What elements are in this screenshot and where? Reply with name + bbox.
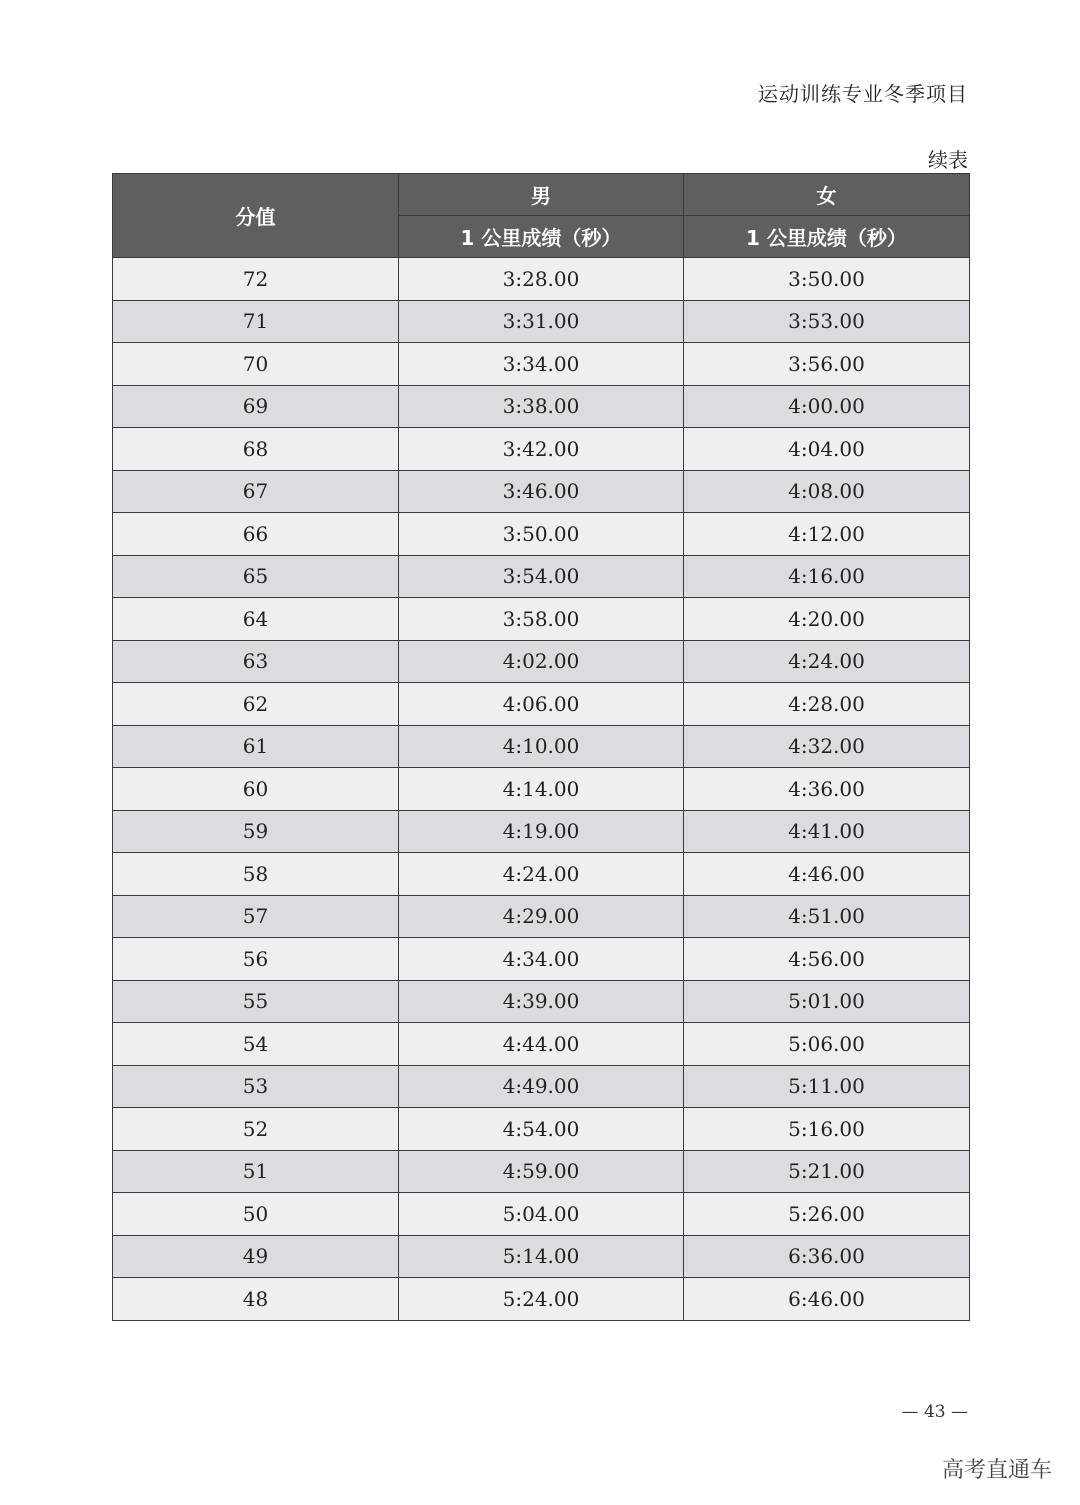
table-row	[113, 895, 970, 938]
score-cell: 64	[113, 598, 399, 641]
female-time-cell: 5:16.00	[684, 1108, 970, 1151]
table-row	[113, 938, 970, 981]
table-row	[113, 555, 970, 598]
table-row	[113, 853, 970, 896]
female-time-cell: 4:56.00	[684, 938, 970, 981]
female-column-header: 女	[684, 174, 970, 216]
male-time-cell: 3:28.00	[399, 258, 684, 301]
female-time-cell: 4:32.00	[684, 725, 970, 768]
female-time-cell: 4:04.00	[684, 428, 970, 471]
male-time-cell: 4:10.00	[399, 725, 684, 768]
table-row	[113, 1150, 970, 1193]
female-subheader: 1 公里成绩（秒）	[684, 216, 970, 258]
male-time-cell: 4:14.00	[399, 768, 684, 811]
male-time-cell: 3:31.00	[399, 300, 684, 343]
table-row	[113, 768, 970, 811]
male-time-cell: 4:49.00	[399, 1065, 684, 1108]
score-cell: 67	[113, 470, 399, 513]
female-time-cell: 3:50.00	[684, 258, 970, 301]
female-time-cell: 3:53.00	[684, 300, 970, 343]
male-time-cell: 3:50.00	[399, 513, 684, 556]
female-time-cell: 6:46.00	[684, 1278, 970, 1321]
table-row	[113, 725, 970, 768]
male-time-cell: 4:19.00	[399, 810, 684, 853]
table-row	[113, 343, 970, 386]
score-cell: 69	[113, 385, 399, 428]
male-time-cell: 4:06.00	[399, 683, 684, 726]
male-time-cell: 3:46.00	[399, 470, 684, 513]
male-subheader: 1 公里成绩（秒）	[399, 216, 684, 258]
female-time-cell: 4:36.00	[684, 768, 970, 811]
score-cell: 71	[113, 300, 399, 343]
watermark-text: 高考直通车	[941, 1458, 1052, 1483]
female-time-cell: 4:12.00	[684, 513, 970, 556]
male-time-cell: 4:02.00	[399, 640, 684, 683]
female-time-cell: 4:00.00	[684, 385, 970, 428]
male-column-header: 男	[399, 174, 684, 216]
table-row	[113, 470, 970, 513]
male-time-cell: 4:59.00	[399, 1150, 684, 1193]
table-body	[113, 258, 970, 1321]
table-row	[113, 683, 970, 726]
score-cell: 53	[113, 1065, 399, 1108]
male-time-cell: 4:44.00	[399, 1023, 684, 1066]
male-time-cell: 4:54.00	[399, 1108, 684, 1151]
score-cell: 72	[113, 258, 399, 301]
score-cell: 50	[113, 1193, 399, 1236]
score-cell: 54	[113, 1023, 399, 1066]
male-time-cell: 4:34.00	[399, 938, 684, 981]
female-time-cell: 5:06.00	[684, 1023, 970, 1066]
female-time-cell: 4:51.00	[684, 895, 970, 938]
female-time-cell: 5:21.00	[684, 1150, 970, 1193]
male-time-cell: 5:14.00	[399, 1235, 684, 1278]
male-time-cell: 3:42.00	[399, 428, 684, 471]
score-cell: 62	[113, 683, 399, 726]
table-row	[113, 1193, 970, 1236]
score-cell: 63	[113, 640, 399, 683]
table-row	[113, 640, 970, 683]
score-cell: 49	[113, 1235, 399, 1278]
score-cell: 48	[113, 1278, 399, 1321]
female-time-cell: 4:46.00	[684, 853, 970, 896]
score-cell: 66	[113, 513, 399, 556]
table-row	[113, 258, 970, 301]
table-row	[113, 300, 970, 343]
male-time-cell: 3:58.00	[399, 598, 684, 641]
table-row	[113, 1235, 970, 1278]
table-row	[113, 1065, 970, 1108]
score-cell: 58	[113, 853, 399, 896]
female-time-cell: 4:20.00	[684, 598, 970, 641]
female-time-cell: 4:24.00	[684, 640, 970, 683]
score-cell: 57	[113, 895, 399, 938]
table-row	[113, 1023, 970, 1066]
male-time-cell: 3:54.00	[399, 555, 684, 598]
table-row	[113, 598, 970, 641]
page-header-title: 运动训练专业冬季项目	[758, 82, 968, 106]
score-cell: 70	[113, 343, 399, 386]
female-time-cell: 3:56.00	[684, 343, 970, 386]
score-column-header: 分值	[113, 174, 399, 258]
score-cell: 52	[113, 1108, 399, 1151]
female-time-cell: 5:01.00	[684, 980, 970, 1023]
table-row	[113, 980, 970, 1023]
female-time-cell: 4:28.00	[684, 683, 970, 726]
male-time-cell: 4:24.00	[399, 853, 684, 896]
table-row	[113, 1108, 970, 1151]
table-header-row	[113, 174, 970, 216]
male-time-cell: 4:29.00	[399, 895, 684, 938]
continued-label: 续表	[928, 148, 968, 172]
male-time-cell: 3:34.00	[399, 343, 684, 386]
score-cell: 68	[113, 428, 399, 471]
female-time-cell: 4:08.00	[684, 470, 970, 513]
score-cell: 51	[113, 1150, 399, 1193]
score-table	[112, 173, 970, 1321]
score-cell: 61	[113, 725, 399, 768]
score-cell: 65	[113, 555, 399, 598]
table-row	[113, 385, 970, 428]
female-time-cell: 5:11.00	[684, 1065, 970, 1108]
female-time-cell: 5:26.00	[684, 1193, 970, 1236]
male-time-cell: 5:24.00	[399, 1278, 684, 1321]
page-number: — 43 —	[901, 1402, 968, 1422]
female-time-cell: 6:36.00	[684, 1235, 970, 1278]
table-row	[113, 1278, 970, 1321]
score-cell: 60	[113, 768, 399, 811]
score-cell: 59	[113, 810, 399, 853]
table-row	[113, 810, 970, 853]
female-time-cell: 4:41.00	[684, 810, 970, 853]
table-row	[113, 513, 970, 556]
score-cell: 56	[113, 938, 399, 981]
table-row	[113, 428, 970, 471]
male-time-cell: 5:04.00	[399, 1193, 684, 1236]
male-time-cell: 3:38.00	[399, 385, 684, 428]
female-time-cell: 4:16.00	[684, 555, 970, 598]
score-cell: 55	[113, 980, 399, 1023]
male-time-cell: 4:39.00	[399, 980, 684, 1023]
table-header	[113, 174, 970, 258]
